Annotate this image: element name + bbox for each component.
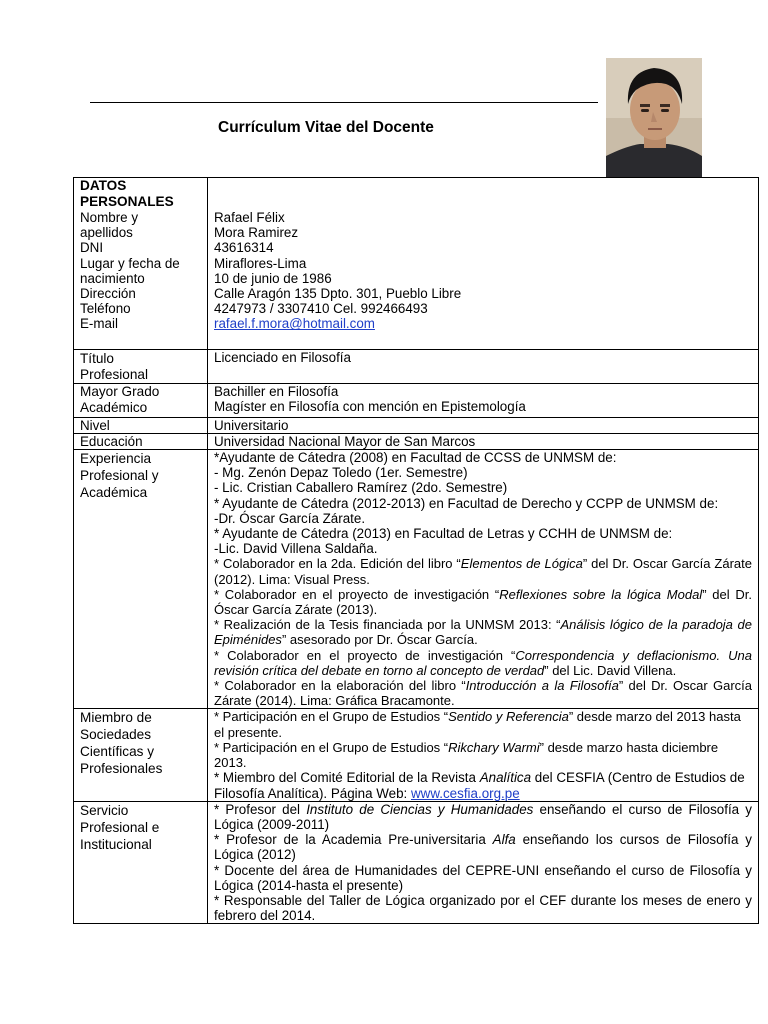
label-miembro-2: Sociedades — [80, 727, 152, 743]
label-nivel: Nivel — [74, 417, 208, 433]
servicio-value-cell — [208, 801, 759, 924]
value-grado-2: Magíster en Filosofía con mención en Epistemología — [214, 398, 526, 414]
servicio-item-cepre: * Docente del área de Humanidades del CEPRE-UNI enseñando el curso de Filosofía y Lógica (2014-hasta el presente) — [214, 862, 752, 893]
exp-line-1: *Ayudante de Cátedra (2008) en Facultad de CCSS de UNMSM de: — [214, 450, 617, 466]
label-experiencia-1: Experiencia — [80, 451, 152, 467]
label-nacimiento: nacimiento — [80, 270, 145, 286]
label-email: E-mail — [80, 316, 118, 332]
value-educacion: Universidad Nacional Mayor de San Marcos — [208, 433, 759, 449]
miembro-item-sentido: * Participación en el Grupo de Estudios “Sentido y Referencia” desde marzo del 2013 hasta el presente. — [214, 709, 741, 740]
value-nivel: Universitario — [208, 417, 759, 433]
label-educacion: Educación — [74, 433, 208, 449]
value-titulo: Licenciado en Filosofía — [214, 349, 351, 365]
value-birthplace: Miraflores-Lima — [214, 255, 307, 271]
label-grado-2: Académico — [80, 400, 148, 416]
profile-photo — [606, 58, 702, 178]
exp-line-5: -Dr. Óscar García Zárate. — [214, 510, 366, 526]
exp-line-4: * Ayudante de Cátedra (2012-2013) en Facultad de Derecho y CCPP de UNMSM de: — [214, 495, 719, 511]
experiencia-value-cell — [208, 450, 759, 709]
servicio-label-cell — [74, 801, 208, 924]
row-grado — [74, 383, 759, 417]
experiencia-label-cell — [74, 450, 208, 709]
row-educacion — [74, 433, 759, 449]
value-name-2: Mora Ramirez — [214, 225, 299, 241]
label-miembro-4: Profesionales — [80, 761, 163, 777]
label-grado-1: Mayor Grado — [80, 383, 160, 399]
cesfia-link[interactable]: www.cesfia.org.pe — [411, 785, 520, 801]
exp-item-correspondencia: * Colaborador en el proyecto de investigación “Correspondencia y deflacionismo. Una revisión crítica del debate en torno al concepto de verdad” del Lic. David Villena. — [214, 647, 752, 678]
value-birthdate: 10 de junio de 1986 — [214, 270, 332, 286]
titulo-value-cell — [208, 349, 759, 383]
label-titulo-1: Título — [80, 350, 114, 366]
value-name-1: Rafael Félix — [214, 210, 285, 225]
label-direccion: Dirección — [80, 286, 136, 302]
row-nivel — [74, 417, 759, 433]
cv-table — [73, 177, 759, 924]
grado-label-cell — [74, 383, 208, 417]
personal-value-cell — [208, 178, 759, 350]
servicio-item-alfa: * Profesor de la Academia Pre-universitaria Alfa enseñando los cursos de Filosofía y Lógica (2012) — [214, 832, 752, 863]
exp-item-tesis: * Realización de la Tesis financiada por la UNMSM 2013: “Análisis lógico de la paradoja de Epiménides” asesorado por Dr. Óscar García. — [214, 617, 752, 648]
value-phone: 4247973 / 3307410 Cel. 992466493 — [214, 301, 428, 317]
value-grado-1: Bachiller en Filosofía — [214, 383, 339, 399]
label-experiencia-2: Profesional y — [80, 468, 159, 484]
label-experiencia-3: Académica — [80, 485, 148, 501]
section-datos-personales: DATOS PERSONALES — [80, 178, 174, 209]
exp-item-introduccion: * Colaborador en la elaboración del libro “Introducción a la Filosofía” del Dr. Oscar García Zárate (2014). Lima: Gráfica Bracamonte. — [214, 678, 752, 709]
label-apellidos: apellidos — [80, 225, 133, 241]
miembro-item-rikchary: * Participación en el Grupo de Estudios “Rikchary Warmi” desde marzo hasta diciembre 2013. — [214, 739, 719, 771]
value-address: Calle Aragón 135 Dpto. 301, Pueblo Libre — [214, 286, 462, 302]
servicio-item-ich: * Profesor del Instituto de Ciencias y Humanidades enseñando el curso de Filosofía y Lógica (2009-2011) — [214, 801, 752, 832]
exp-line-3: - Lic. Cristian Caballero Ramírez (2do. Semestre) — [214, 480, 508, 496]
label-servicio-1: Servicio — [80, 802, 129, 818]
row-titulo — [74, 349, 759, 383]
label-lugar-fecha: Lugar y fecha de — [80, 255, 180, 271]
label-titulo-2: Profesional — [80, 366, 149, 382]
label-dni: DNI — [80, 240, 104, 256]
header-rule — [90, 102, 598, 103]
label-miembro-3: Científicas y — [80, 744, 155, 760]
servicio-item-taller: * Responsable del Taller de Lógica organizado por el CEF durante los meses de enero y febrero del 2014. — [214, 892, 752, 924]
label-nombre: Nombre y — [80, 210, 139, 225]
row-experiencia — [74, 450, 759, 709]
miembro-label-cell — [74, 709, 208, 801]
row-personal — [74, 178, 759, 350]
exp-line-6: * Ayudante de Cátedra (2013) en Facultad de Letras y CCHH de UNMSM de: — [214, 526, 673, 542]
miembro-item-comite: * Miembro del Comité Editorial de la Revista Analítica del CESFIA (Centro de Estudios de Filosofía Analítica). Página Web: www.cesfia.org.pe — [214, 770, 745, 801]
label-servicio-2: Profesional e — [80, 819, 160, 835]
grado-value-cell — [208, 383, 759, 417]
row-miembro — [74, 709, 759, 801]
exp-item-elementos: * Colaborador en la 2da. Edición del libro “Elementos de Lógica” del Dr. Oscar García Zárate (2012). Lima: Visual Press. — [214, 556, 752, 587]
email-link[interactable]: rafael.f.mora@hotmail.com — [214, 316, 375, 332]
titulo-label-cell — [74, 349, 208, 383]
row-servicio — [74, 801, 759, 924]
label-telefono: Teléfono — [80, 301, 131, 317]
miembro-value-cell — [208, 709, 759, 801]
label-servicio-3: Institucional — [80, 836, 152, 852]
exp-line-7: -Lic. David Villena Saldaña. — [214, 541, 378, 557]
exp-item-reflexiones: * Colaborador en el proyecto de investigación “Reflexiones sobre la lógica Modal” del Dr. Óscar García Zárate (2013). — [214, 586, 752, 618]
page-title: Currículum Vitae del Docente — [218, 119, 434, 136]
personal-label-cell — [74, 178, 208, 350]
value-dni: 43616314 — [214, 240, 274, 256]
label-miembro-1: Miembro de — [80, 710, 152, 726]
exp-line-2: - Mg. Zenón Depaz Toledo (1er. Semestre) — [214, 465, 468, 481]
